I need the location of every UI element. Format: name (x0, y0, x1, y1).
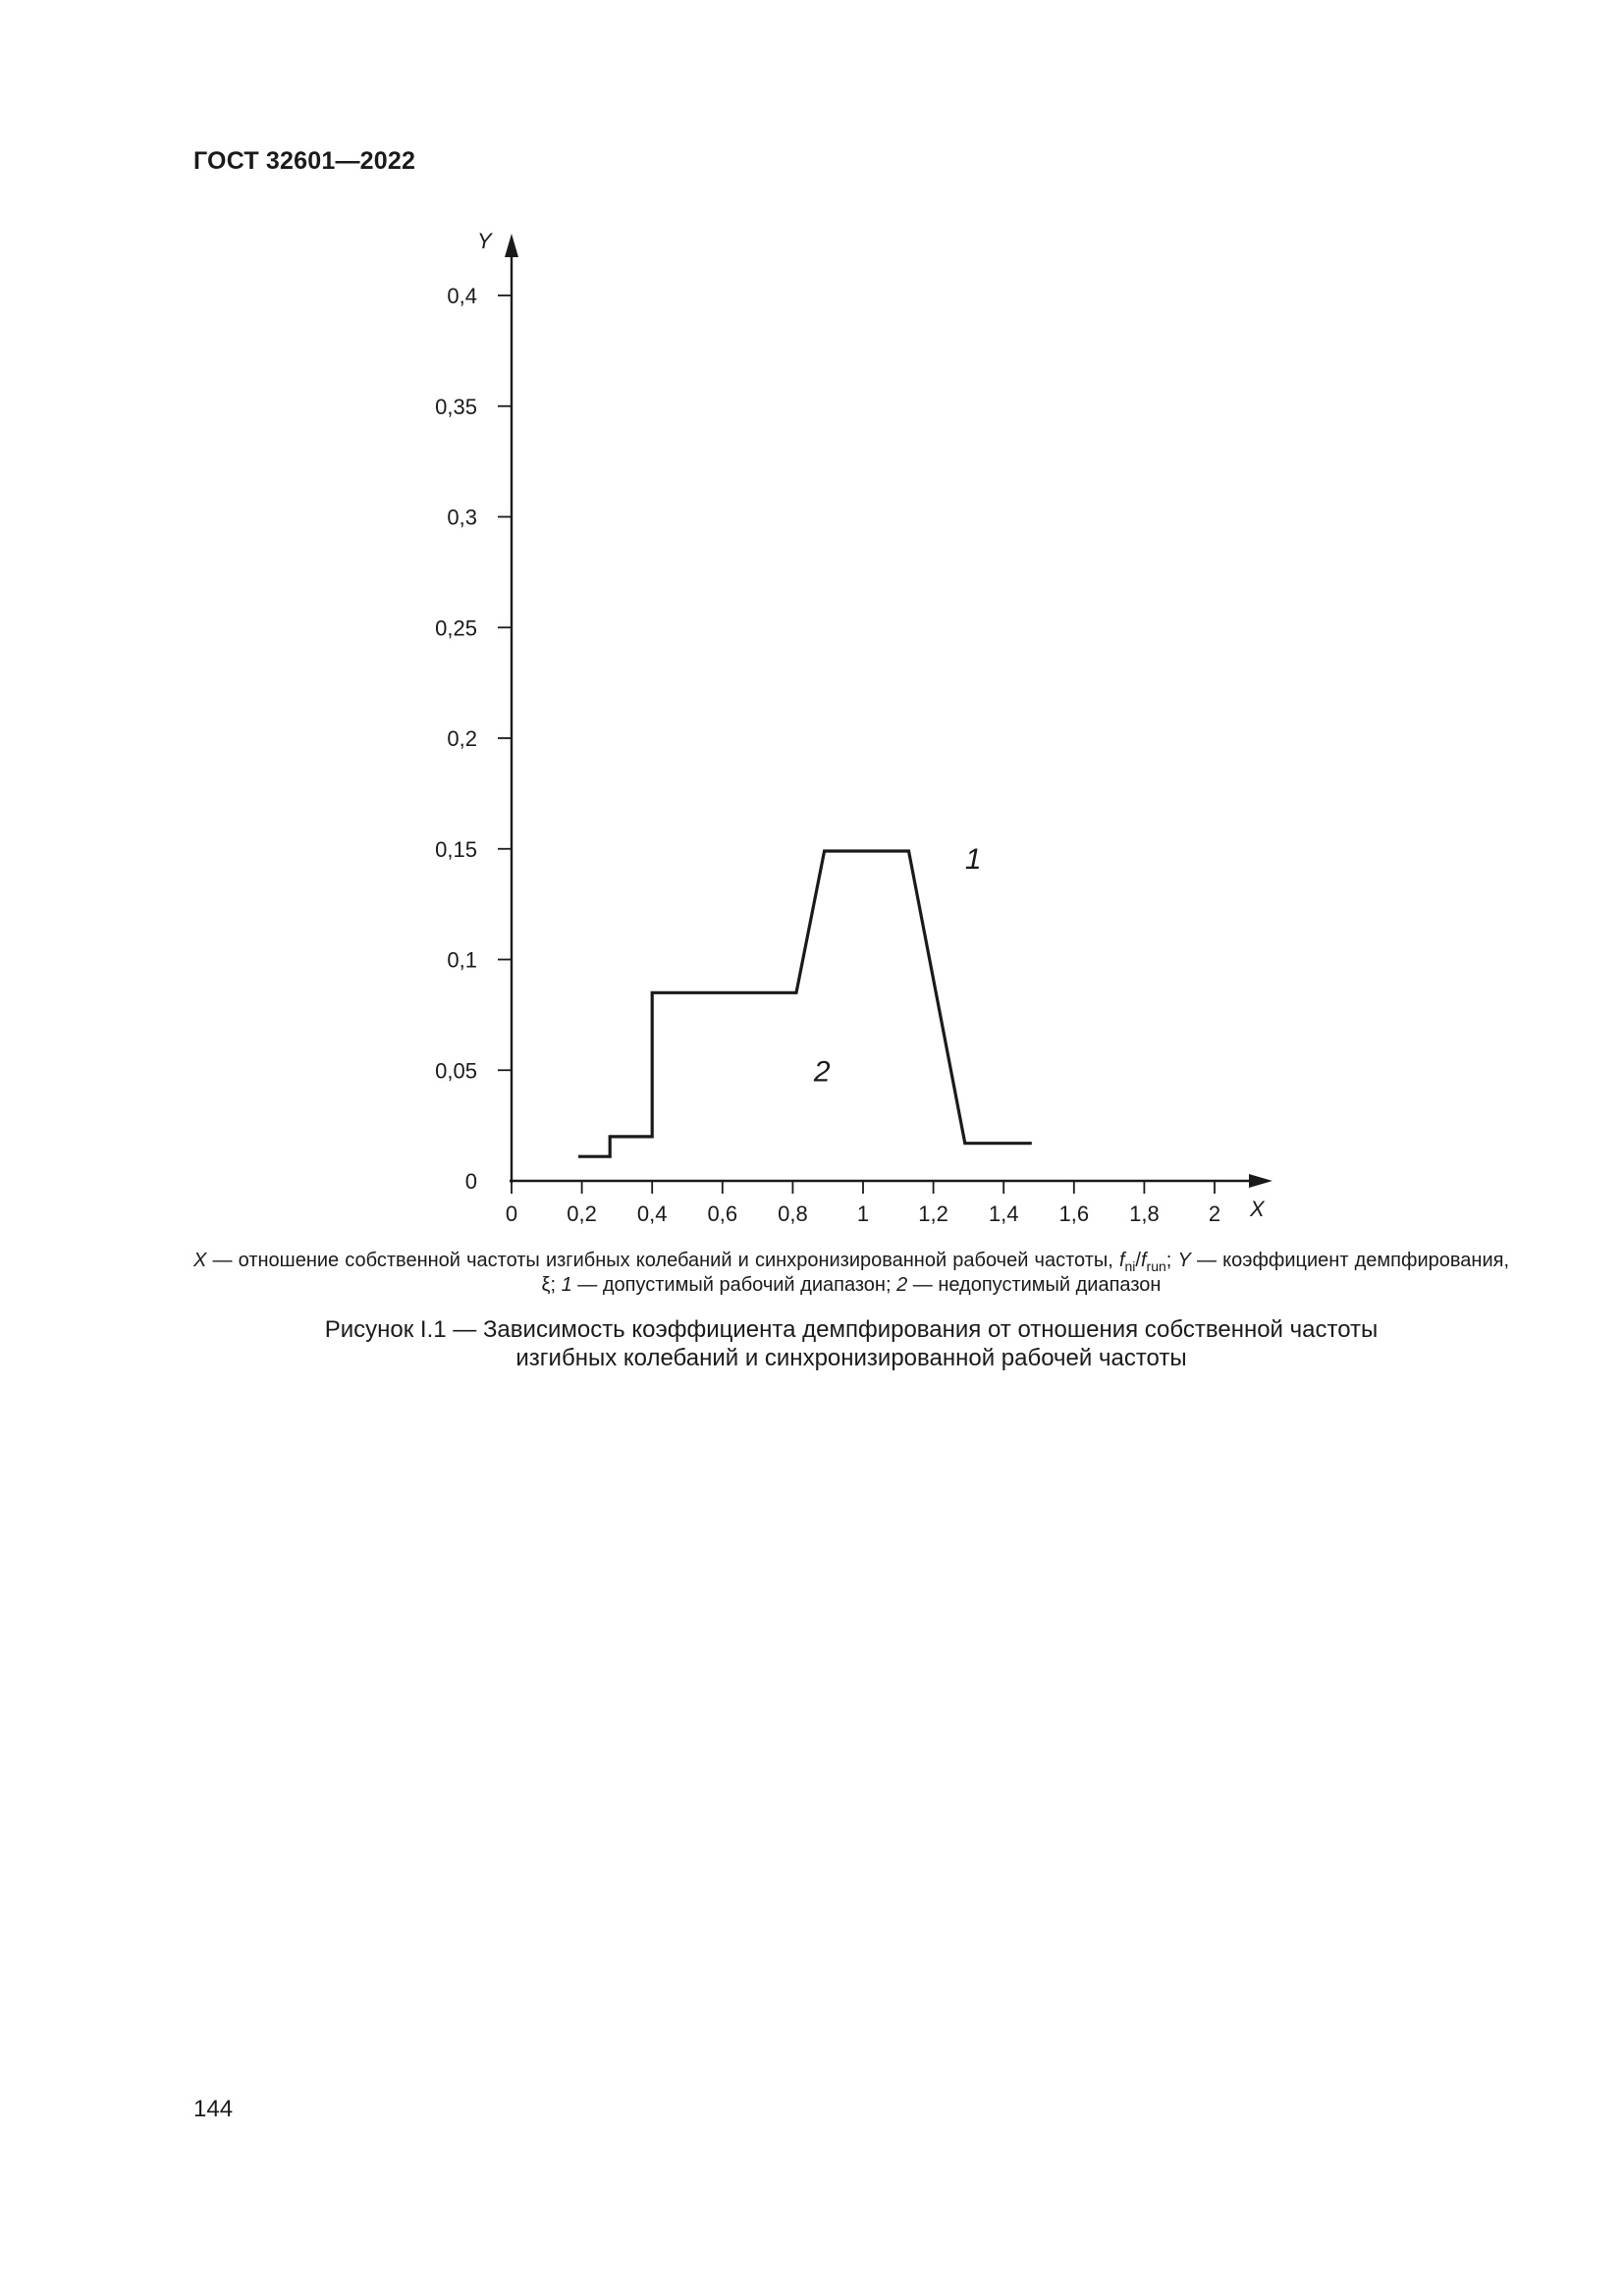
legend-y-description: — коэффициент демпфирования, ξ; (541, 1250, 1509, 1296)
legend-f-ni: f (1118, 1250, 1125, 1271)
x-tick-label: 1,8 (1129, 1201, 1160, 1226)
damping-curve (578, 851, 1032, 1156)
legend-f-run-sub: run (1146, 1258, 1166, 1274)
legend-f-ni-sub: ni (1124, 1258, 1136, 1274)
legend-x-description: — отношение собственной частоты изгибных колебаний и синхронизированной рабочей частоты, (206, 1250, 1119, 1271)
chart-axes (505, 234, 1272, 1188)
y-axis-arrow (505, 234, 518, 257)
figure-legend (193, 1249, 1509, 1298)
x-tick-label: 1,4 (988, 1201, 1019, 1226)
y-tick-label: 0,05 (435, 1058, 477, 1084)
x-tick-label: 0,8 (778, 1201, 808, 1226)
y-axis-title: Y (477, 229, 492, 253)
legend-number-2: 2 (896, 1274, 908, 1296)
page-number: 144 (193, 2096, 234, 2122)
legend-2-description: — недопустимый диапазон (907, 1274, 1162, 1296)
x-tick-label: 1,2 (918, 1201, 948, 1226)
x-tick-label: 0,4 (636, 1201, 668, 1226)
y-tick-label: 0,35 (435, 394, 477, 419)
y-tick-label: 0,4 (447, 284, 477, 308)
y-tick-label: 0,2 (447, 726, 477, 751)
chart-labels (477, 229, 1266, 1221)
y-tick-label: 0,3 (447, 505, 477, 530)
x-tick-label: 0 (505, 1201, 518, 1226)
legend-f-run: f (1140, 1250, 1147, 1271)
x-tick-label: 0,6 (707, 1201, 738, 1226)
caption-line-1: Рисунок I.1 — Зависимость коэффициента демпфирования от отношения собственной частоты (324, 1316, 1379, 1343)
x-axis-title: X (1250, 1197, 1265, 1221)
legend-slash: / (1135, 1250, 1141, 1271)
legend-x-symbol: X (193, 1250, 207, 1271)
region-label-2: 2 (813, 1055, 831, 1089)
x-tick-label: 1 (856, 1201, 870, 1226)
x-tick-label: 2 (1208, 1201, 1221, 1226)
y-tick-label: 0 (464, 1169, 477, 1194)
figure-caption (193, 1315, 1509, 1372)
document-header: ГОСТ 32601—2022 (193, 147, 416, 175)
region-label-1: 1 (964, 843, 982, 877)
y-tick-label: 0,1 (447, 947, 477, 973)
caption-line-2: изгибных колебаний и синхронизированной рабочей частоты (515, 1345, 1187, 1371)
y-tick-label: 0,25 (435, 615, 477, 641)
legend-1-description: — допустимый рабочий диапазон; (571, 1274, 897, 1296)
x-axis-arrow (1249, 1174, 1272, 1188)
y-tick-label: 0,15 (435, 836, 477, 862)
chart-series (578, 851, 1032, 1156)
x-tick-label: 0,2 (567, 1201, 597, 1226)
legend-y-symbol: Y (1177, 1250, 1191, 1271)
legend-separator: ; (1165, 1250, 1178, 1271)
x-tick-label: 1,6 (1058, 1201, 1090, 1226)
legend-number-1: 1 (561, 1274, 572, 1296)
